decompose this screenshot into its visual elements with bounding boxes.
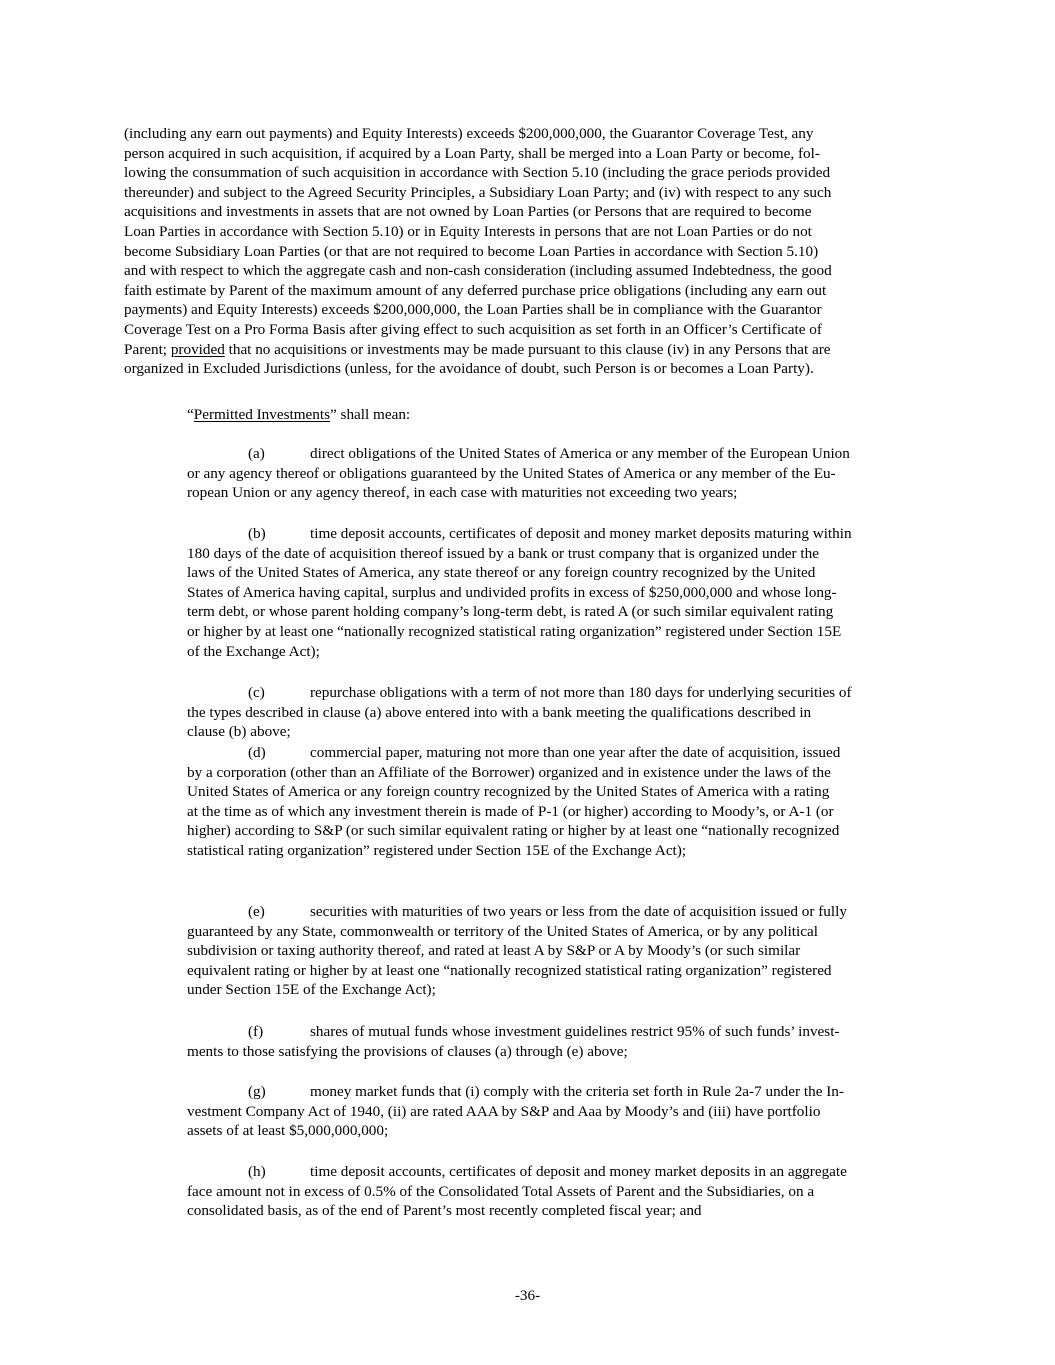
clause-first-line: [187, 902, 932, 922]
clause-label: (g): [248, 1083, 266, 1100]
text-line: the types described in clause (a) above entered into with a bank meeting the qualifications described in: [187, 703, 812, 721]
text-line: statistical rating organization” registered under Section 15E of the Exchange Act);: [187, 841, 687, 859]
clause-item: [187, 902, 932, 1000]
clause-label: (h): [248, 1163, 266, 1180]
defined-term: Permitted Investments: [193, 406, 330, 423]
clause-first-line: [187, 683, 932, 703]
open-quote: “: [187, 406, 194, 423]
clause-label: (f): [248, 1023, 264, 1040]
text-line: ments to those satisfying the provisions of clauses (a) through (e) above;: [187, 1042, 628, 1060]
text-line: organized in Excluded Jurisdictions (unless, for the avoidance of doubt, such Person is or becomes a Loan Party).: [124, 360, 814, 378]
text-line: or any agency thereof or obligations guaranteed by the United States of America or any member of the Eu-: [187, 464, 836, 482]
clause-label: (d): [248, 744, 266, 761]
clause-text: direct obligations of the United States of America or any member of the European Union: [310, 445, 850, 462]
clause-text: time deposit accounts, certificates of deposit and money market deposits maturing within: [310, 525, 852, 542]
text-line: subdivision or taxing authority thereof, and rated at least A by S&P or A by Moody’s (or such similar: [187, 942, 801, 960]
text-line: thereunder) and subject to the Agreed Security Principles, a Subsidiary Loan Party; and (iv) with respect to any such: [124, 183, 832, 201]
clause-item: [187, 683, 932, 742]
clause-text: securities with maturities of two years or less from the date of acquisition issued or fully: [310, 903, 847, 920]
clause-text: commercial paper, maturing not more than one year after the date of acquisition, issued: [310, 744, 841, 761]
lead-paragraph: [124, 124, 932, 379]
clause-first-line: [187, 743, 932, 763]
clause-first-line: [187, 1022, 932, 1042]
text-line: laws of the United States of America, any state thereof or any foreign country recognized by the United: [187, 564, 816, 582]
text-line: Coverage Test on a Pro Forma Basis after giving effect to such acquisition as set forth in an Officer’s Certificate of: [124, 320, 822, 338]
text-line: and with respect to which the aggregate cash and non-cash consideration (including assumed Indebtedness, the good: [124, 262, 832, 280]
definition-rest: ” shall mean:: [330, 406, 411, 423]
text-line: [124, 340, 932, 360]
clause-item: [187, 1022, 932, 1061]
text-line: assets of at least $5,000,000,000;: [187, 1122, 389, 1140]
text-line: acquisitions and investments in assets that are not owned by Loan Parties (or Persons that are required to become: [124, 203, 812, 221]
clause-first-line: [187, 1082, 932, 1102]
text-line: equivalent rating or higher by at least one “nationally recognized statistical rating organization” registered: [187, 961, 832, 979]
clause-item: [187, 524, 932, 661]
text-line: guaranteed by any State, commonwealth or territory of the United States of America, or by any political: [187, 922, 818, 940]
text-line: (including any earn out payments) and Equity Interests) exceeds $200,000,000, the Guarantor Coverage Test, any: [124, 125, 814, 142]
clause-label: (b): [248, 525, 266, 542]
text-line: by a corporation (other than an Affiliate of the Borrower) organized and in existence under the laws of the: [187, 763, 831, 781]
text-line: consolidated basis, as of the end of Parent’s most recently completed fiscal year; and: [187, 1202, 702, 1220]
underlined-term-provided: provided: [170, 340, 225, 358]
text-fragment: that no acquisitions or investments may be made pursuant to this clause (iv) in any Persons that are: [224, 340, 831, 358]
clause-label: (c): [248, 684, 265, 701]
clause-first-line: [187, 444, 932, 464]
clause-text: money market funds that (i) comply with the criteria set forth in Rule 2a-7 under the In-: [310, 1083, 844, 1100]
text-line: United States of America or any foreign country recognized by the United States of America with a rating: [187, 783, 830, 801]
text-line: person acquired in such acquisition, if acquired by a Loan Party, shall be merged into a Loan Party or become, fol-: [124, 144, 820, 162]
clause-first-line: [187, 1162, 932, 1182]
text-line: of the Exchange Act);: [187, 642, 320, 660]
text-line: or higher by at least one “nationally recognized statistical rating organization” registered under Section 15E: [187, 622, 842, 640]
text-fragment: Parent;: [124, 340, 171, 358]
text-line: faith estimate by Parent of the maximum amount of any deferred purchase price obligations (including any earn out: [124, 281, 827, 299]
text-line: face amount not in excess of 0.5% of the Consolidated Total Assets of Parent and the Subsidiaries, on a: [187, 1182, 815, 1200]
clause-label: (e): [248, 903, 265, 920]
text-line: at the time as of which any investment therein is made of P-1 (or higher) according to Moody’s, or A-1 (or: [187, 802, 834, 820]
text-line: under Section 15E of the Exchange Act);: [187, 981, 436, 999]
page-number: -36-: [514, 1287, 541, 1304]
clause-item: [187, 743, 932, 861]
text-line: Loan Parties in accordance with Section 5.10) or in Equity Interests in persons that are not Loan Parties or do not: [124, 222, 812, 240]
text-line: lowing the consummation of such acquisition in accordance with Section 5.10 (including the grace periods provided: [124, 164, 831, 182]
text-line: payments) and Equity Interests) exceeds $200,000,000, the Loan Parties shall be in compliance with the Guarantor: [124, 301, 822, 319]
definition-heading: [187, 405, 410, 425]
clause-item: [187, 444, 932, 503]
text-line: clause (b) above;: [187, 723, 291, 741]
clause-item: [187, 1162, 932, 1221]
clause-text: time deposit accounts, certificates of deposit and money market deposits in an aggregate: [310, 1163, 847, 1180]
clause-item: [187, 1082, 932, 1141]
text-line: become Subsidiary Loan Parties (or that are not required to become Loan Parties in accordance with Section 5.10): [124, 242, 819, 260]
clause-label: (a): [248, 445, 265, 462]
text-line: higher) according to S&P (or such similar equivalent rating or higher by at least one “nationally recognized: [187, 822, 840, 840]
text-line: States of America having capital, surplus and undivided profits in excess of $250,000,000 and whose long-: [187, 583, 837, 601]
clause-text: shares of mutual funds whose investment guidelines restrict 95% of such funds’ invest-: [310, 1023, 840, 1040]
text-line: ropean Union or any agency thereof, in each case with maturities not exceeding two years;: [187, 484, 738, 502]
text-line: 180 days of the date of acquisition thereof issued by a bank or trust company that is organized under the: [187, 544, 819, 562]
text-line: term debt, or whose parent holding company’s long-term debt, is rated A (or such similar equivalent rating: [187, 603, 834, 621]
clause-first-line: [187, 524, 932, 544]
clause-text: repurchase obligations with a term of not more than 180 days for underlying securities of: [310, 684, 852, 701]
text-line: vestment Company Act of 1940, (ii) are rated AAA by S&P and Aaa by Moody’s and (iii) have portfolio: [187, 1102, 821, 1120]
